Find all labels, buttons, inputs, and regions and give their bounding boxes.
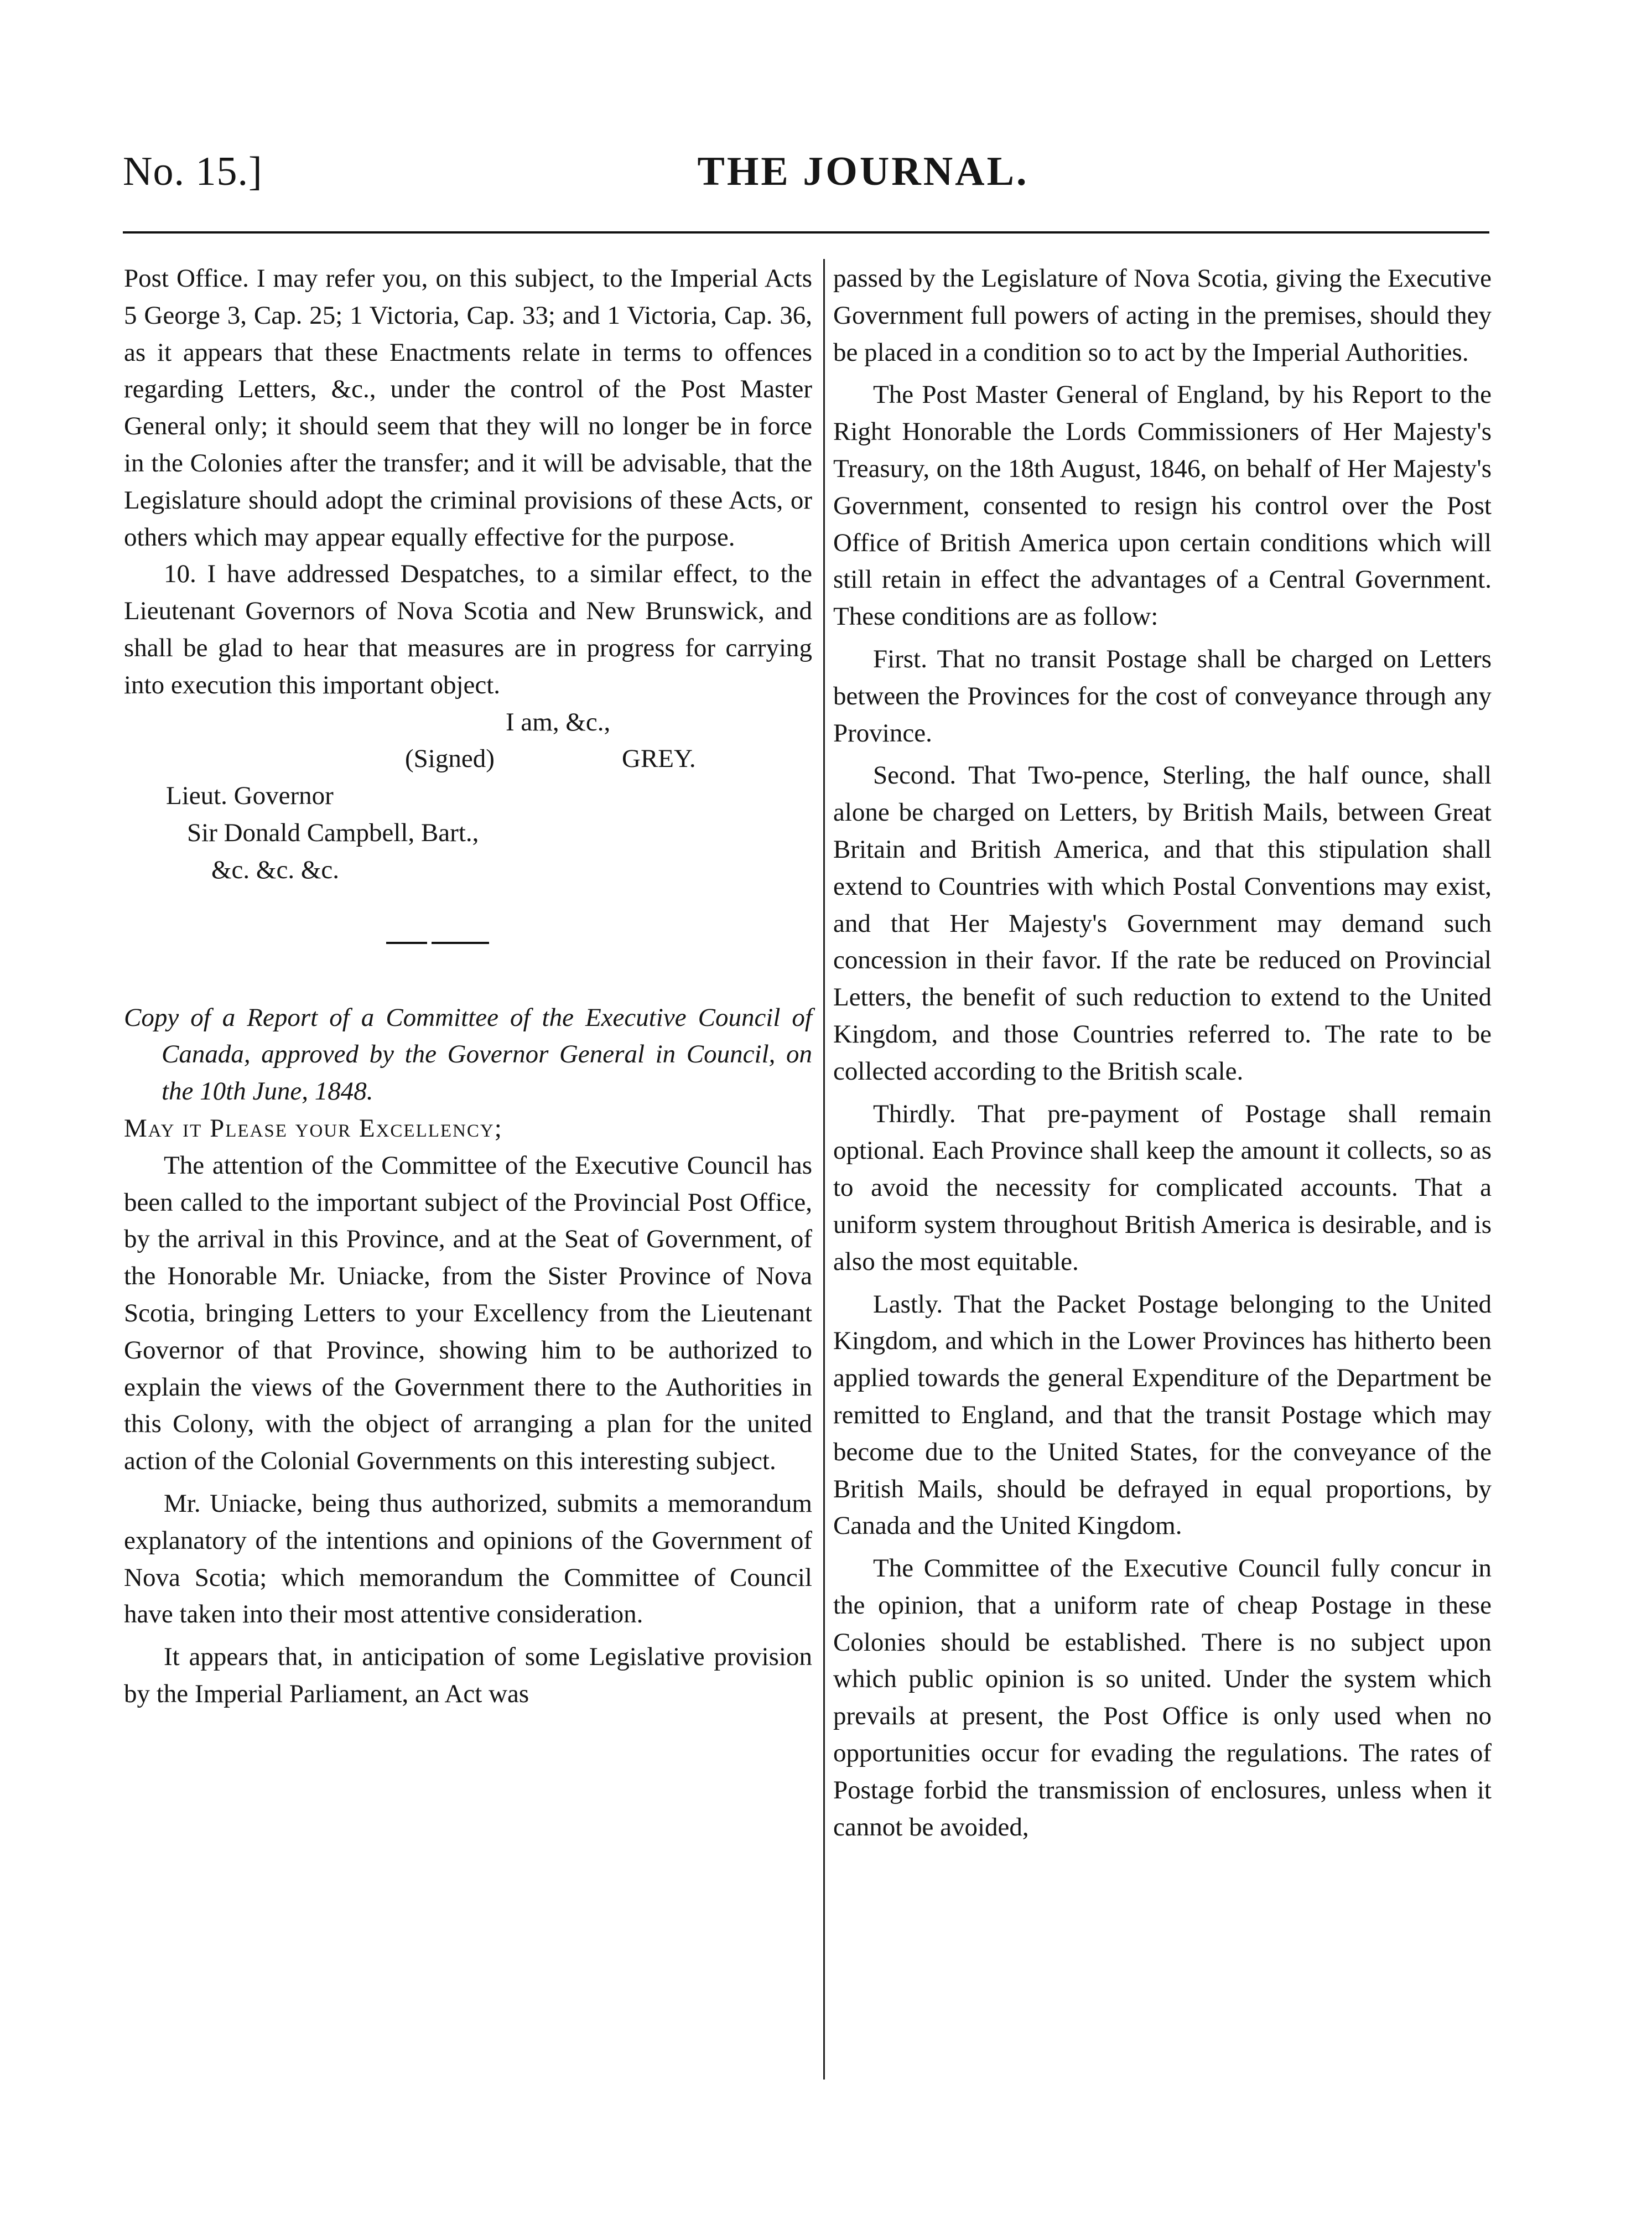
paragraph-uniacke: Mr. Uniacke, being thus authorized, submits a memorandum explanatory of the intentions and opinions of the Government of Nova Scotia; which memorandum the Committee of Council have taken into their most attentive consideration. bbox=[124, 1489, 812, 1629]
letter-closing: I am, &c., bbox=[506, 707, 611, 737]
addressee-line: &c. &c. &c. bbox=[211, 855, 340, 884]
condition-second: Second. That Two-pence, Sterling, the half ounce, shall alone be charged on Letters, by British Mails, between Great Britain and British America, and that this stipulation shall extend to Countries with which Postal Conventions may exist, and that Her Majesty's Government may demand such concession in their favor. If the rate be reduced on Provincial Letters, the benefit of such reduction to extend to the United Kingdom, and those Countries referred to. The rate to be collected according to the British scale. bbox=[833, 761, 1492, 1086]
paragraph-despatches: 10. I have addressed Despatches, to a similar effect, to the Lieutenant Governors of Nova Scotia and New Brunswick, and shall be glad to hear that measures are in progress for carrying into execution this important object. bbox=[124, 559, 812, 699]
report-caption: Copy of a Report of a Committee of the Executive Council of Canada, approved by the Governor General in Council, on the 10th June, 1848. bbox=[124, 1003, 812, 1106]
signatory-name: GREY. bbox=[622, 744, 696, 774]
journal-title: THE JOURNAL. bbox=[697, 149, 1029, 194]
condition-thirdly: Thirdly. That pre-payment of Postage shall remain optional. Each Province shall keep the amount it collects, so as to avoid the necessity for complicated accounts. That a uniform system throughout British America is desirable, and is also the most equitable. bbox=[833, 1099, 1492, 1276]
addressee-line: Sir Donald Campbell, Bart., bbox=[187, 818, 479, 847]
signed-label: (Signed) bbox=[405, 744, 495, 774]
section-divider bbox=[124, 889, 812, 999]
paragraph-post-master-report: The Post Master General of England, by his Report to the Right Honorable the Lords Commissioners of Her Majesty's Treasury, on the 18th August, 1846, on behalf of Her Majesty's Government, consented to resign his control over the Post Office of British America upon certain conditions which will still retain in effect the advantages of a Central Government. These conditions are as follow: bbox=[833, 380, 1492, 631]
column-divider bbox=[823, 259, 825, 2080]
condition-lastly: Lastly. That the Packet Postage belonging to the United Kingdom, and which in the Lower Provinces has hitherto been applied towards the general Expenditure of the Department be remitted to England, and that the transit Postage which may become due to the United States, for the conveyance of the British Mails, should be defrayed in equal proportions, by Canada and the United Kingdom. bbox=[833, 1289, 1492, 1541]
divider-rule bbox=[386, 942, 427, 944]
left-column bbox=[124, 260, 812, 1713]
page-number: No. 15.] bbox=[123, 149, 263, 194]
paragraph-attention: The attention of the Committee of the Executive Council has been called to the important subject of the Provincial Post Office, by the arrival in this Province, and at the Seat of Government, of the Honorable Mr. Uniacke, from the Sister Province of Nova Scotia, bringing Letters to your Excellency from the Lieutenant Governor of that Province, showing him to be authorized to explain the views of the Government there to the Authorities in this Colony, with the object of arranging a plan for the united action of the Colonial Governments on this interesting subject. bbox=[124, 1150, 812, 1476]
divider-rule bbox=[432, 942, 489, 944]
condition-first: First. That no transit Postage shall be charged on Letters between the Provinces for the cost of conveyance through any Province. bbox=[833, 644, 1492, 748]
header-rule bbox=[123, 231, 1489, 234]
paragraph-post-office: Post Office. I may refer you, on this subject, to the Imperial Acts 5 George 3, Cap. 25; 1 Victoria, Cap. 33; and 1 Victoria, Cap. 36, as it appears that these Enactments relate in terms to offences regarding Letters, &c., under the control of the Post Master General only; it should seem that they will no longer be in force in the Colonies after the transfer; and it will be advisable, that the Legislature should adopt the criminal provisions of these Acts, or others which may appear equally effective for the purpose. bbox=[124, 264, 812, 552]
signature-line bbox=[124, 740, 812, 777]
addressee-line: Lieut. Governor bbox=[166, 781, 334, 811]
right-column bbox=[833, 260, 1492, 1845]
paragraph-anticipation: It appears that, in anticipation of some Legislative provision by the Imperial Parliament, an Act was bbox=[124, 1642, 812, 1708]
paragraph-legislature: passed by the Legislature of Nova Scotia, giving the Executive Government full powers of acting in the premises, should they be placed in a condition so to act by the Imperial Authorities. bbox=[833, 264, 1492, 367]
paragraph-committee-concur: The Committee of the Executive Council fully concur in the opinion, that a uniform rate of cheap Postage in these Colonies should be established. There is no subject upon which public opinion is so united. Under the system which prevails at present, the Post Office is only used when no opportunities occur for evading the regulations. The rates of Postage forbid the transmission of enclosures, unless when it cannot be avoided, bbox=[833, 1554, 1492, 1842]
salutation: May it Please your Excellency; bbox=[124, 1113, 503, 1143]
